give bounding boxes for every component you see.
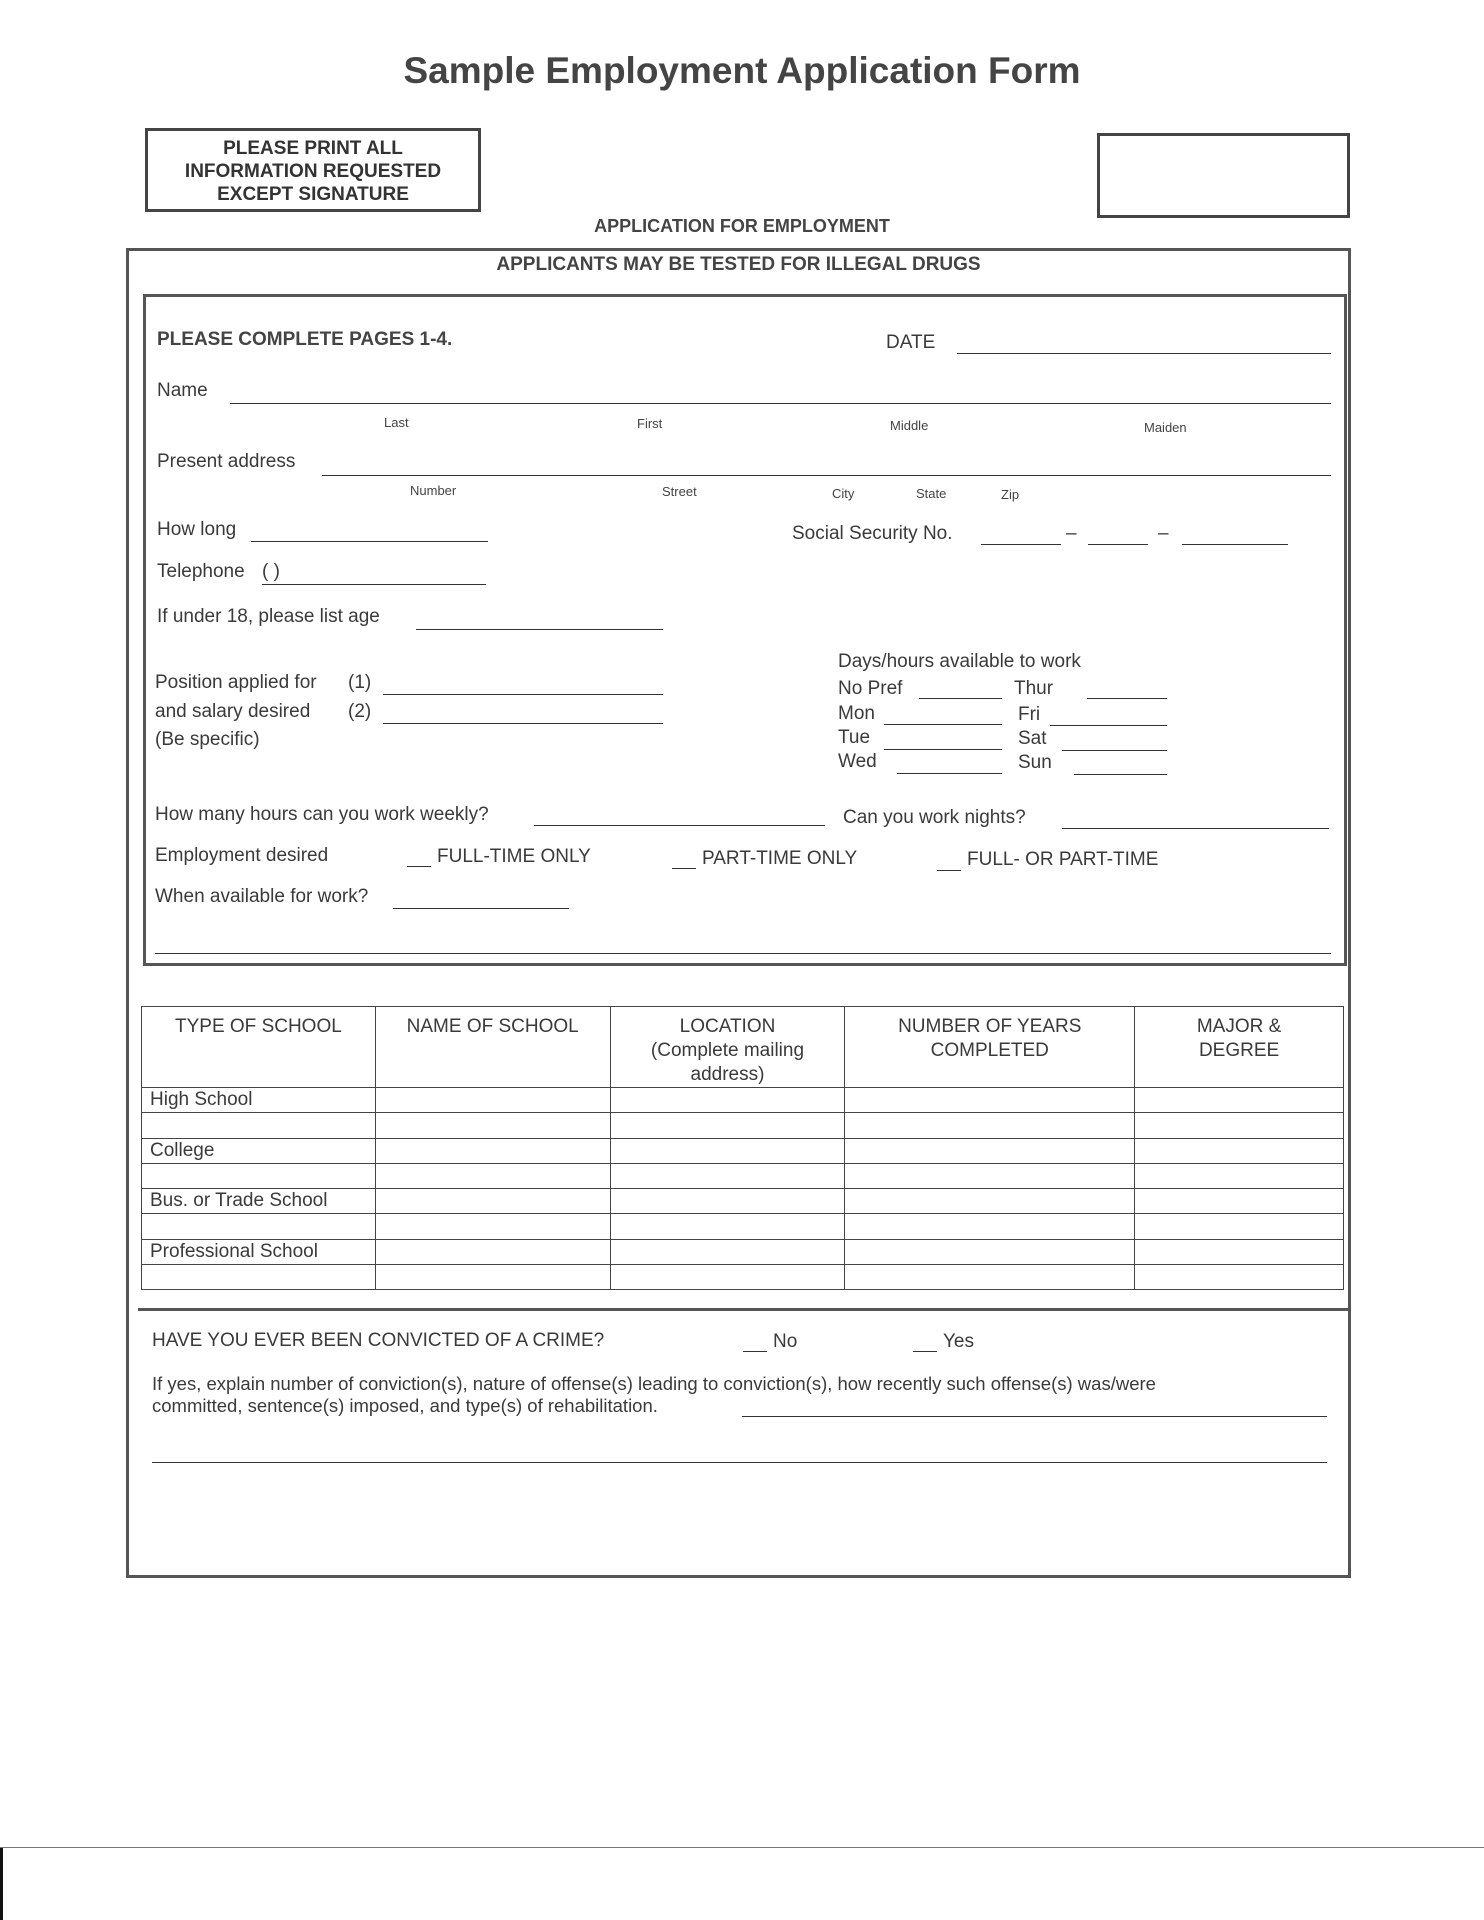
print-notice-box	[145, 128, 481, 212]
school-major-cell[interactable]	[1135, 1214, 1344, 1239]
address-part-number: Number	[410, 483, 457, 498]
table-row	[142, 1189, 1344, 1214]
school-location-cell[interactable]	[610, 1214, 845, 1239]
day-field-sun[interactable]	[1074, 774, 1167, 775]
crime-question: HAVE YOU EVER BEEN CONVICTED OF A CRIME?	[152, 1330, 605, 1351]
header-location-line: (Complete mailing	[650, 1040, 805, 1061]
crime-explain-field-2[interactable]	[152, 1462, 1327, 1463]
name-part-first: First	[637, 416, 663, 431]
crime-explain-line-2: committed, sentence(s) imposed, and type(s) of rehabilitation.	[152, 1395, 658, 1416]
header-location-line: LOCATION	[679, 1016, 776, 1037]
school-location-cell[interactable]	[610, 1163, 845, 1188]
header-location	[610, 1007, 845, 1088]
be-specific-note: (Be specific)	[155, 729, 260, 750]
print-notice-line: INFORMATION REQUESTED	[184, 161, 442, 182]
address-label: Present address	[157, 451, 296, 472]
name-label: Name	[157, 380, 208, 401]
school-name-cell[interactable]	[375, 1138, 610, 1163]
ssn-part-2[interactable]	[1088, 544, 1148, 545]
scan-edge-mark	[0, 1848, 3, 1920]
school-major-cell[interactable]	[1135, 1113, 1344, 1138]
application-subheading: APPLICATION FOR EMPLOYMENT	[594, 216, 890, 236]
school-name-cell[interactable]	[375, 1214, 610, 1239]
employment-desired-label: Employment desired	[155, 845, 329, 866]
school-major-cell[interactable]	[1135, 1163, 1344, 1188]
crime-explain-field[interactable]	[742, 1416, 1327, 1417]
table-row	[142, 1163, 1344, 1188]
when-available-field[interactable]	[393, 908, 569, 909]
school-years-cell[interactable]	[845, 1239, 1135, 1264]
ssn-part-3[interactable]	[1182, 544, 1288, 545]
day-label-sun: Sun	[1018, 752, 1052, 773]
school-major-cell[interactable]	[1135, 1239, 1344, 1264]
name-part-maiden: Maiden	[1144, 420, 1187, 435]
name-part-last: Last	[384, 415, 409, 430]
age-field[interactable]	[416, 629, 663, 630]
day-label-sat: Sat	[1018, 728, 1047, 749]
address-part-zip: Zip	[1001, 487, 1020, 502]
hours-weekly-field[interactable]	[534, 825, 825, 826]
header-location-line: address)	[690, 1064, 765, 1085]
school-years-cell[interactable]	[845, 1163, 1135, 1188]
header-name-of-school: NAME OF SCHOOL	[375, 1007, 610, 1088]
school-name-cell[interactable]	[375, 1088, 610, 1113]
full-time-checkbox[interactable]	[407, 866, 431, 867]
school-name-cell[interactable]	[375, 1189, 610, 1214]
part-time-option: PART-TIME ONLY	[702, 848, 858, 869]
address-part-city: City	[832, 486, 855, 501]
day-label-fri: Fri	[1018, 704, 1041, 725]
address-field[interactable]	[322, 475, 1331, 476]
salary-label: and salary desired	[155, 701, 311, 722]
day-field-wed[interactable]	[897, 773, 1002, 774]
school-major-cell[interactable]	[1135, 1088, 1344, 1113]
drug-test-notice: APPLICANTS MAY BE TESTED FOR ILLEGAL DRUGS	[496, 254, 981, 275]
page-title: Sample Employment Application Form	[403, 50, 1081, 91]
school-major-cell[interactable]	[1135, 1138, 1344, 1163]
school-location-cell[interactable]	[610, 1264, 845, 1289]
education-table	[141, 1006, 1344, 1290]
table-row	[142, 1088, 1344, 1113]
day-field-thur[interactable]	[1087, 698, 1167, 699]
day-field-tue[interactable]	[884, 749, 1002, 750]
telephone-field[interactable]	[262, 584, 486, 585]
address-part-street: Street	[662, 484, 697, 499]
header-major-line: MAJOR &	[1196, 1016, 1282, 1037]
full-or-part-time-checkbox[interactable]	[937, 870, 961, 871]
header-major-degree	[1135, 1007, 1344, 1088]
print-notice-line: PLEASE PRINT ALL	[223, 138, 403, 159]
school-type-cell	[142, 1214, 376, 1239]
day-label-tue: Tue	[838, 727, 871, 748]
ssn-part-1[interactable]	[981, 544, 1061, 545]
telephone-area-code[interactable]: ( )	[262, 561, 280, 582]
day-label-wed: Wed	[838, 751, 877, 772]
when-available-label: When available for work?	[155, 886, 369, 907]
ssn-separator: –	[1066, 523, 1077, 544]
day-field-mon[interactable]	[884, 724, 1002, 725]
how-long-field[interactable]	[251, 541, 488, 542]
school-name-cell[interactable]	[375, 1239, 610, 1264]
nights-label: Can you work nights?	[843, 807, 1026, 828]
under-18-label: If under 18, please list age	[157, 606, 380, 627]
school-name-cell[interactable]	[375, 1264, 610, 1289]
position-num-2: (2)	[348, 701, 372, 722]
print-notice-line: EXCEPT SIGNATURE	[217, 184, 409, 205]
school-years-cell[interactable]	[845, 1088, 1135, 1113]
table-row	[142, 1214, 1344, 1239]
days-available-title: Days/hours available to work	[838, 651, 1081, 672]
ssn-label: Social Security No.	[792, 523, 953, 544]
school-type-cell	[142, 1264, 376, 1289]
header-years-line: NUMBER OF YEARS	[898, 1016, 1082, 1037]
day-label-no-pref: No Pref	[838, 678, 903, 699]
crime-no-checkbox[interactable]	[743, 1351, 767, 1352]
school-location-cell[interactable]	[610, 1113, 845, 1138]
school-name-cell[interactable]	[375, 1113, 610, 1138]
crime-yes-checkbox[interactable]	[913, 1351, 937, 1352]
day-label-thur: Thur	[1014, 678, 1054, 699]
crime-yes-option: Yes	[943, 1331, 974, 1352]
header-years-completed	[845, 1007, 1135, 1088]
date-field[interactable]	[957, 353, 1331, 354]
how-long-label: How long	[157, 519, 237, 540]
full-or-part-time-option: FULL- OR PART-TIME	[967, 849, 1159, 870]
school-type-cell: High School	[142, 1088, 376, 1113]
ssn-separator: –	[1158, 523, 1169, 544]
education-header-row	[142, 1007, 1344, 1088]
school-years-cell[interactable]	[845, 1113, 1135, 1138]
school-location-cell[interactable]	[610, 1088, 845, 1113]
school-location-cell[interactable]	[610, 1239, 845, 1264]
date-label: DATE	[886, 332, 936, 353]
school-location-cell[interactable]	[610, 1138, 845, 1163]
day-field-fri[interactable]	[1050, 725, 1167, 726]
part-time-checkbox[interactable]	[672, 868, 696, 869]
school-type-cell: Bus. or Trade School	[142, 1189, 376, 1214]
position-field-2[interactable]	[383, 723, 663, 724]
school-major-cell[interactable]	[1135, 1189, 1344, 1214]
nights-field[interactable]	[1062, 828, 1329, 829]
full-time-option: FULL-TIME ONLY	[437, 846, 591, 867]
header-years-line: COMPLETED	[930, 1040, 1049, 1061]
name-part-middle: Middle	[890, 418, 929, 433]
table-row	[142, 1138, 1344, 1163]
day-field-no-pref[interactable]	[919, 698, 1002, 699]
school-years-cell[interactable]	[845, 1138, 1135, 1163]
scan-edge-line	[0, 1847, 1484, 1848]
crime-no-option: No	[773, 1331, 798, 1352]
table-row	[142, 1113, 1344, 1138]
day-field-sat[interactable]	[1062, 750, 1167, 751]
position-num-1: (1)	[348, 672, 372, 693]
position-field-1[interactable]	[383, 694, 663, 695]
school-type-cell	[142, 1163, 376, 1188]
day-label-mon: Mon	[838, 703, 875, 724]
position-label: Position applied for	[155, 672, 317, 693]
section-divider	[138, 1308, 1348, 1311]
school-location-cell[interactable]	[610, 1189, 845, 1214]
address-part-state: State	[916, 486, 947, 501]
photo-box	[1097, 133, 1350, 218]
extra-line[interactable]	[155, 953, 1331, 954]
school-type-cell: College	[142, 1138, 376, 1163]
school-type-cell	[142, 1113, 376, 1138]
telephone-label: Telephone	[157, 561, 245, 582]
school-type-cell: Professional School	[142, 1239, 376, 1264]
table-row	[142, 1239, 1344, 1264]
school-name-cell[interactable]	[375, 1163, 610, 1188]
table-row	[142, 1264, 1344, 1289]
crime-explain-line-1: If yes, explain number of conviction(s), nature of offense(s) leading to conviction(s), how recently such offense(s) was/were	[152, 1373, 1156, 1394]
school-major-cell[interactable]	[1135, 1264, 1344, 1289]
name-field[interactable]	[230, 403, 1331, 404]
header-type-of-school: TYPE OF SCHOOL	[142, 1007, 376, 1088]
school-years-cell[interactable]	[845, 1189, 1135, 1214]
school-years-cell[interactable]	[845, 1264, 1135, 1289]
header-major-line: DEGREE	[1198, 1040, 1280, 1061]
complete-pages-note: PLEASE COMPLETE PAGES 1-4.	[157, 329, 453, 350]
school-years-cell[interactable]	[845, 1214, 1135, 1239]
hours-weekly-label: How many hours can you work weekly?	[155, 804, 489, 825]
